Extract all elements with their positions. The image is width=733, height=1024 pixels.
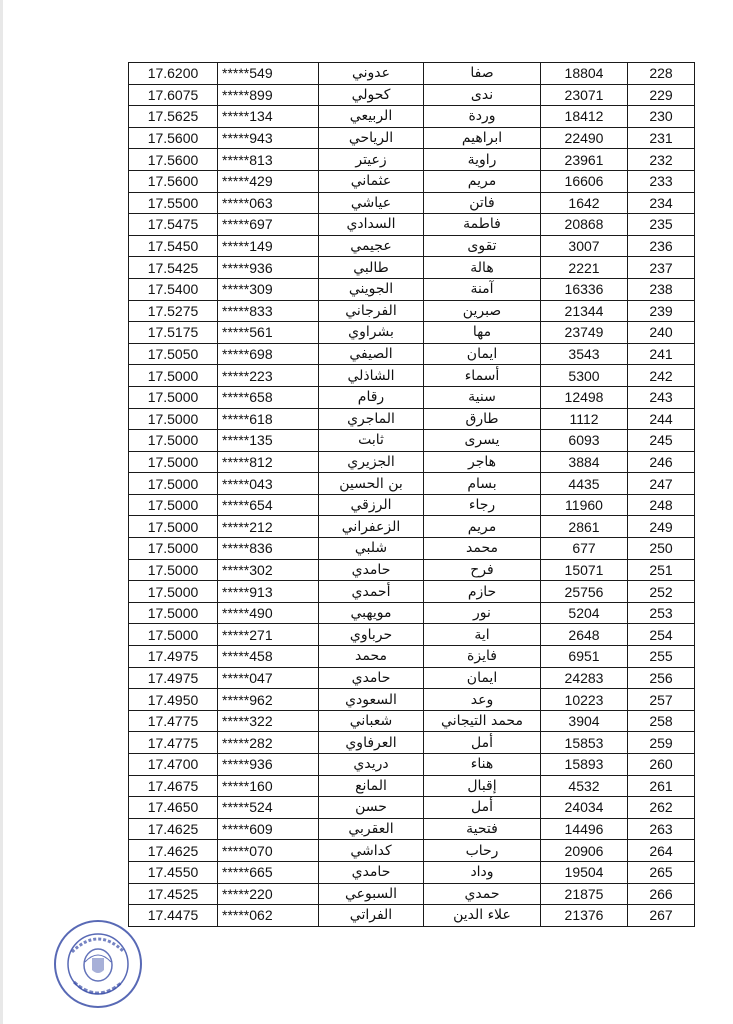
number-cell: 2221 bbox=[541, 257, 628, 279]
rank-cell: 244 bbox=[628, 408, 695, 430]
first-name-cell: ندى bbox=[424, 84, 541, 106]
table-row bbox=[129, 127, 695, 149]
rank-cell: 255 bbox=[628, 646, 695, 668]
table-row bbox=[129, 192, 695, 214]
number-cell: 15853 bbox=[541, 732, 628, 754]
first-name-cell: وردة bbox=[424, 106, 541, 128]
number-cell: 3543 bbox=[541, 343, 628, 365]
table-row bbox=[129, 257, 695, 279]
first-name-cell: رحاب bbox=[424, 840, 541, 862]
last-name-cell: حامدي bbox=[319, 559, 424, 581]
id-cell: *****223 bbox=[218, 365, 319, 387]
rank-cell: 250 bbox=[628, 538, 695, 560]
rank-cell: 230 bbox=[628, 106, 695, 128]
first-name-cell: مريم bbox=[424, 170, 541, 192]
table-row bbox=[129, 818, 695, 840]
first-name-cell: رجاء bbox=[424, 494, 541, 516]
last-name-cell: عثماني bbox=[319, 170, 424, 192]
first-name-cell: بسام bbox=[424, 473, 541, 495]
first-name-cell: يسرى bbox=[424, 430, 541, 452]
last-name-cell: شلبي bbox=[319, 538, 424, 560]
number-cell: 18412 bbox=[541, 106, 628, 128]
table-row bbox=[129, 646, 695, 668]
number-cell: 3884 bbox=[541, 451, 628, 473]
last-name-cell: حسن bbox=[319, 797, 424, 819]
rank-cell: 235 bbox=[628, 214, 695, 236]
table-row bbox=[129, 300, 695, 322]
score-cell: 17.4975 bbox=[129, 646, 218, 668]
id-cell: *****063 bbox=[218, 192, 319, 214]
table-row bbox=[129, 494, 695, 516]
last-name-cell: الزعفراني bbox=[319, 516, 424, 538]
score-cell: 17.5000 bbox=[129, 386, 218, 408]
last-name-cell: عياشي bbox=[319, 192, 424, 214]
last-name-cell: حامدي bbox=[319, 667, 424, 689]
number-cell: 2861 bbox=[541, 516, 628, 538]
score-cell: 17.4475 bbox=[129, 905, 218, 927]
number-cell: 12498 bbox=[541, 386, 628, 408]
first-name-cell: علاء الدين bbox=[424, 905, 541, 927]
rank-cell: 267 bbox=[628, 905, 695, 927]
rank-cell: 243 bbox=[628, 386, 695, 408]
table-row bbox=[129, 905, 695, 927]
number-cell: 23749 bbox=[541, 322, 628, 344]
score-cell: 17.4700 bbox=[129, 754, 218, 776]
table-row bbox=[129, 538, 695, 560]
first-name-cell: اية bbox=[424, 624, 541, 646]
first-name-cell: مريم bbox=[424, 516, 541, 538]
last-name-cell: السبوعي bbox=[319, 883, 424, 905]
score-cell: 17.5000 bbox=[129, 538, 218, 560]
number-cell: 6093 bbox=[541, 430, 628, 452]
last-name-cell: بشراوي bbox=[319, 322, 424, 344]
number-cell: 16336 bbox=[541, 278, 628, 300]
first-name-cell: فايزة bbox=[424, 646, 541, 668]
rank-cell: 245 bbox=[628, 430, 695, 452]
number-cell: 5204 bbox=[541, 602, 628, 624]
table-row bbox=[129, 106, 695, 128]
id-cell: *****549 bbox=[218, 63, 319, 85]
rank-cell: 260 bbox=[628, 754, 695, 776]
first-name-cell: مها bbox=[424, 322, 541, 344]
score-cell: 17.5400 bbox=[129, 278, 218, 300]
table-row bbox=[129, 343, 695, 365]
id-cell: *****665 bbox=[218, 861, 319, 883]
first-name-cell: وعد bbox=[424, 689, 541, 711]
id-cell: *****654 bbox=[218, 494, 319, 516]
rank-cell: 256 bbox=[628, 667, 695, 689]
first-name-cell: فرح bbox=[424, 559, 541, 581]
rank-cell: 248 bbox=[628, 494, 695, 516]
number-cell: 24283 bbox=[541, 667, 628, 689]
number-cell: 677 bbox=[541, 538, 628, 560]
number-cell: 2648 bbox=[541, 624, 628, 646]
table-row bbox=[129, 451, 695, 473]
id-cell: *****212 bbox=[218, 516, 319, 538]
table-row bbox=[129, 84, 695, 106]
number-cell: 18804 bbox=[541, 63, 628, 85]
id-cell: *****490 bbox=[218, 602, 319, 624]
score-cell: 17.5600 bbox=[129, 170, 218, 192]
last-name-cell: الرزقي bbox=[319, 494, 424, 516]
first-name-cell: حمدي bbox=[424, 883, 541, 905]
last-name-cell: زعيتر bbox=[319, 149, 424, 171]
score-cell: 17.4950 bbox=[129, 689, 218, 711]
id-cell: *****458 bbox=[218, 646, 319, 668]
rank-cell: 249 bbox=[628, 516, 695, 538]
id-cell: *****936 bbox=[218, 754, 319, 776]
id-cell: *****833 bbox=[218, 300, 319, 322]
first-name-cell: آمنة bbox=[424, 278, 541, 300]
id-cell: *****697 bbox=[218, 214, 319, 236]
id-cell: *****524 bbox=[218, 797, 319, 819]
table-row bbox=[129, 797, 695, 819]
rank-cell: 231 bbox=[628, 127, 695, 149]
table-row bbox=[129, 386, 695, 408]
id-cell: *****618 bbox=[218, 408, 319, 430]
last-name-cell: السعودي bbox=[319, 689, 424, 711]
id-cell: *****149 bbox=[218, 235, 319, 257]
table-row bbox=[129, 754, 695, 776]
number-cell: 4532 bbox=[541, 775, 628, 797]
first-name-cell: هناء bbox=[424, 754, 541, 776]
id-cell: *****698 bbox=[218, 343, 319, 365]
rank-cell: 259 bbox=[628, 732, 695, 754]
table-row bbox=[129, 170, 695, 192]
table-row bbox=[129, 732, 695, 754]
number-cell: 1642 bbox=[541, 192, 628, 214]
rank-cell: 242 bbox=[628, 365, 695, 387]
rank-cell: 254 bbox=[628, 624, 695, 646]
last-name-cell: طالبي bbox=[319, 257, 424, 279]
table-row bbox=[129, 149, 695, 171]
number-cell: 22490 bbox=[541, 127, 628, 149]
number-cell: 11960 bbox=[541, 494, 628, 516]
rank-cell: 236 bbox=[628, 235, 695, 257]
first-name-cell: أسماء bbox=[424, 365, 541, 387]
number-cell: 5300 bbox=[541, 365, 628, 387]
table-row bbox=[129, 840, 695, 862]
last-name-cell: العرفاوي bbox=[319, 732, 424, 754]
score-cell: 17.5000 bbox=[129, 473, 218, 495]
id-cell: *****936 bbox=[218, 257, 319, 279]
rank-cell: 233 bbox=[628, 170, 695, 192]
table-row bbox=[129, 365, 695, 387]
table-row bbox=[129, 710, 695, 732]
score-cell: 17.5000 bbox=[129, 624, 218, 646]
score-cell: 17.4775 bbox=[129, 732, 218, 754]
score-cell: 17.4650 bbox=[129, 797, 218, 819]
id-cell: *****271 bbox=[218, 624, 319, 646]
first-name-cell: محمد bbox=[424, 538, 541, 560]
number-cell: 19504 bbox=[541, 861, 628, 883]
last-name-cell: الفرجاني bbox=[319, 300, 424, 322]
id-cell: *****322 bbox=[218, 710, 319, 732]
first-name-cell: فاتن bbox=[424, 192, 541, 214]
first-name-cell: أمل bbox=[424, 797, 541, 819]
number-cell: 23071 bbox=[541, 84, 628, 106]
last-name-cell: أحمدي bbox=[319, 581, 424, 603]
first-name-cell: إقبال bbox=[424, 775, 541, 797]
last-name-cell: عجيمي bbox=[319, 235, 424, 257]
number-cell: 1112 bbox=[541, 408, 628, 430]
rank-cell: 238 bbox=[628, 278, 695, 300]
rank-cell: 257 bbox=[628, 689, 695, 711]
id-cell: *****943 bbox=[218, 127, 319, 149]
number-cell: 24034 bbox=[541, 797, 628, 819]
score-cell: 17.5500 bbox=[129, 192, 218, 214]
last-name-cell: الرياحي bbox=[319, 127, 424, 149]
table-row bbox=[129, 667, 695, 689]
id-cell: *****658 bbox=[218, 386, 319, 408]
first-name-cell: فاطمة bbox=[424, 214, 541, 236]
table-row bbox=[129, 430, 695, 452]
number-cell: 20906 bbox=[541, 840, 628, 862]
number-cell: 14496 bbox=[541, 818, 628, 840]
last-name-cell: السدادي bbox=[319, 214, 424, 236]
number-cell: 3904 bbox=[541, 710, 628, 732]
score-cell: 17.5600 bbox=[129, 127, 218, 149]
table-row bbox=[129, 624, 695, 646]
last-name-cell: المانع bbox=[319, 775, 424, 797]
id-cell: *****561 bbox=[218, 322, 319, 344]
score-cell: 17.5175 bbox=[129, 322, 218, 344]
last-name-cell: بن الحسين bbox=[319, 473, 424, 495]
id-cell: *****282 bbox=[218, 732, 319, 754]
last-name-cell: ثابت bbox=[319, 430, 424, 452]
first-name-cell: نور bbox=[424, 602, 541, 624]
table-row bbox=[129, 235, 695, 257]
id-cell: *****836 bbox=[218, 538, 319, 560]
id-cell: *****812 bbox=[218, 451, 319, 473]
id-cell: *****070 bbox=[218, 840, 319, 862]
table-row bbox=[129, 214, 695, 236]
first-name-cell: سنية bbox=[424, 386, 541, 408]
first-name-cell: أمل bbox=[424, 732, 541, 754]
first-name-cell: تقوى bbox=[424, 235, 541, 257]
score-cell: 17.4775 bbox=[129, 710, 218, 732]
rank-cell: 258 bbox=[628, 710, 695, 732]
score-cell: 17.4550 bbox=[129, 861, 218, 883]
last-name-cell: الجزيري bbox=[319, 451, 424, 473]
last-name-cell: الشاذلي bbox=[319, 365, 424, 387]
number-cell: 25756 bbox=[541, 581, 628, 603]
last-name-cell: عدوني bbox=[319, 63, 424, 85]
number-cell: 15893 bbox=[541, 754, 628, 776]
table-row bbox=[129, 883, 695, 905]
number-cell: 16606 bbox=[541, 170, 628, 192]
first-name-cell: محمد التيجاني bbox=[424, 710, 541, 732]
id-cell: *****309 bbox=[218, 278, 319, 300]
last-name-cell: شعباني bbox=[319, 710, 424, 732]
last-name-cell: محمد bbox=[319, 646, 424, 668]
score-cell: 17.5450 bbox=[129, 235, 218, 257]
last-name-cell: كحولي bbox=[319, 84, 424, 106]
first-name-cell: ايمان bbox=[424, 667, 541, 689]
first-name-cell: ابراهيم bbox=[424, 127, 541, 149]
table-row bbox=[129, 559, 695, 581]
id-cell: *****302 bbox=[218, 559, 319, 581]
rank-cell: 247 bbox=[628, 473, 695, 495]
rank-cell: 265 bbox=[628, 861, 695, 883]
number-cell: 15071 bbox=[541, 559, 628, 581]
table-row bbox=[129, 689, 695, 711]
last-name-cell: مويهبي bbox=[319, 602, 424, 624]
number-cell: 21376 bbox=[541, 905, 628, 927]
last-name-cell: الفراتي bbox=[319, 905, 424, 927]
rank-cell: 232 bbox=[628, 149, 695, 171]
id-cell: *****813 bbox=[218, 149, 319, 171]
last-name-cell: دريدي bbox=[319, 754, 424, 776]
score-cell: 17.4625 bbox=[129, 840, 218, 862]
first-name-cell: هاجر bbox=[424, 451, 541, 473]
id-cell: *****962 bbox=[218, 689, 319, 711]
rank-cell: 237 bbox=[628, 257, 695, 279]
table-row bbox=[129, 861, 695, 883]
rank-cell: 251 bbox=[628, 559, 695, 581]
score-cell: 17.5000 bbox=[129, 365, 218, 387]
id-cell: *****062 bbox=[218, 905, 319, 927]
number-cell: 20868 bbox=[541, 214, 628, 236]
last-name-cell: رقام bbox=[319, 386, 424, 408]
table-row bbox=[129, 63, 695, 85]
table-row bbox=[129, 602, 695, 624]
score-cell: 17.5000 bbox=[129, 494, 218, 516]
first-name-cell: طارق bbox=[424, 408, 541, 430]
rank-cell: 262 bbox=[628, 797, 695, 819]
score-cell: 17.5000 bbox=[129, 408, 218, 430]
id-cell: *****135 bbox=[218, 430, 319, 452]
score-cell: 17.4625 bbox=[129, 818, 218, 840]
score-cell: 17.5000 bbox=[129, 559, 218, 581]
score-cell: 17.6075 bbox=[129, 84, 218, 106]
results-table-body bbox=[129, 63, 695, 927]
first-name-cell: ايمان bbox=[424, 343, 541, 365]
number-cell: 6951 bbox=[541, 646, 628, 668]
score-cell: 17.5000 bbox=[129, 602, 218, 624]
first-name-cell: راوية bbox=[424, 149, 541, 171]
id-cell: *****429 bbox=[218, 170, 319, 192]
last-name-cell: الجويني bbox=[319, 278, 424, 300]
first-name-cell: فتحية bbox=[424, 818, 541, 840]
first-name-cell: صبرين bbox=[424, 300, 541, 322]
rank-cell: 253 bbox=[628, 602, 695, 624]
rank-cell: 229 bbox=[628, 84, 695, 106]
rank-cell: 234 bbox=[628, 192, 695, 214]
number-cell: 23961 bbox=[541, 149, 628, 171]
id-cell: *****047 bbox=[218, 667, 319, 689]
score-cell: 17.5000 bbox=[129, 430, 218, 452]
rank-cell: 246 bbox=[628, 451, 695, 473]
score-cell: 17.5475 bbox=[129, 214, 218, 236]
last-name-cell: الماجري bbox=[319, 408, 424, 430]
rank-cell: 264 bbox=[628, 840, 695, 862]
table-row bbox=[129, 322, 695, 344]
last-name-cell: حرباوي bbox=[319, 624, 424, 646]
last-name-cell: العقربي bbox=[319, 818, 424, 840]
score-cell: 17.5050 bbox=[129, 343, 218, 365]
rank-cell: 263 bbox=[628, 818, 695, 840]
rank-cell: 228 bbox=[628, 63, 695, 85]
rank-cell: 240 bbox=[628, 322, 695, 344]
score-cell: 17.5000 bbox=[129, 451, 218, 473]
id-cell: *****220 bbox=[218, 883, 319, 905]
last-name-cell: حامدي bbox=[319, 861, 424, 883]
score-cell: 17.5625 bbox=[129, 106, 218, 128]
number-cell: 10223 bbox=[541, 689, 628, 711]
number-cell: 21875 bbox=[541, 883, 628, 905]
score-cell: 17.6200 bbox=[129, 63, 218, 85]
id-cell: *****160 bbox=[218, 775, 319, 797]
table-row bbox=[129, 775, 695, 797]
first-name-cell: حازم bbox=[424, 581, 541, 603]
first-name-cell: هالة bbox=[424, 257, 541, 279]
id-cell: *****913 bbox=[218, 581, 319, 603]
first-name-cell: وداد bbox=[424, 861, 541, 883]
table-row bbox=[129, 278, 695, 300]
page-edge bbox=[0, 0, 3, 1024]
score-cell: 17.4525 bbox=[129, 883, 218, 905]
score-cell: 17.5275 bbox=[129, 300, 218, 322]
last-name-cell: الصيفي bbox=[319, 343, 424, 365]
number-cell: 4435 bbox=[541, 473, 628, 495]
id-cell: *****134 bbox=[218, 106, 319, 128]
first-name-cell: صفا bbox=[424, 63, 541, 85]
table-row bbox=[129, 473, 695, 495]
table-row bbox=[129, 516, 695, 538]
results-table bbox=[128, 62, 695, 927]
score-cell: 17.5000 bbox=[129, 516, 218, 538]
last-name-cell: الربيعي bbox=[319, 106, 424, 128]
rank-cell: 239 bbox=[628, 300, 695, 322]
score-cell: 17.4975 bbox=[129, 667, 218, 689]
table-row bbox=[129, 408, 695, 430]
id-cell: *****899 bbox=[218, 84, 319, 106]
id-cell: *****043 bbox=[218, 473, 319, 495]
rank-cell: 252 bbox=[628, 581, 695, 603]
table-row bbox=[129, 581, 695, 603]
score-cell: 17.4675 bbox=[129, 775, 218, 797]
score-cell: 17.5425 bbox=[129, 257, 218, 279]
number-cell: 21344 bbox=[541, 300, 628, 322]
score-cell: 17.5000 bbox=[129, 581, 218, 603]
rank-cell: 266 bbox=[628, 883, 695, 905]
rank-cell: 241 bbox=[628, 343, 695, 365]
last-name-cell: كداشي bbox=[319, 840, 424, 862]
number-cell: 3007 bbox=[541, 235, 628, 257]
id-cell: *****609 bbox=[218, 818, 319, 840]
ministry-stamp bbox=[52, 918, 144, 1010]
score-cell: 17.5600 bbox=[129, 149, 218, 171]
rank-cell: 261 bbox=[628, 775, 695, 797]
